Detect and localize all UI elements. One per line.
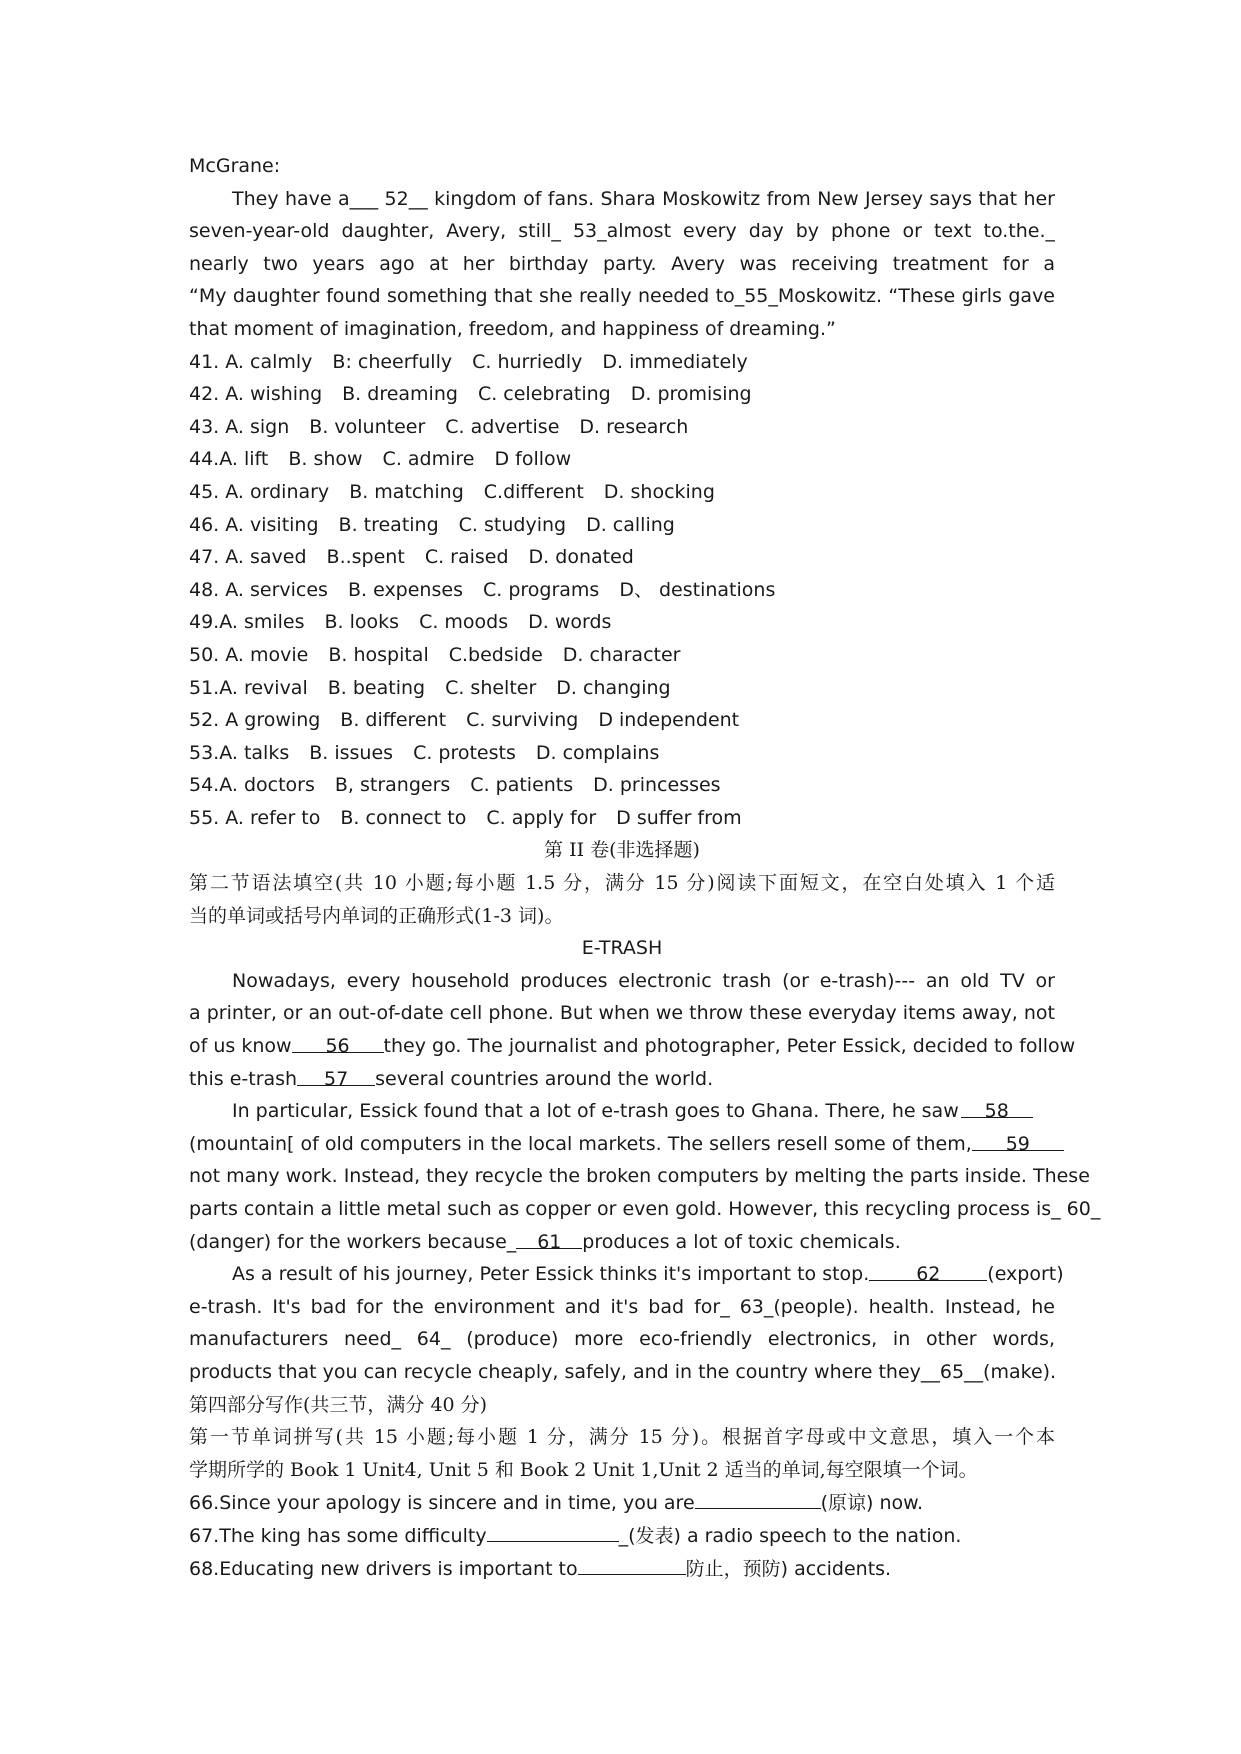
question-66: 66.Since your apology is sincere and in time, you are (原谅) now. <box>189 1486 1055 1519</box>
option-choice[interactable]: D. research <box>579 415 689 438</box>
option-choice[interactable]: D. donated <box>528 546 634 569</box>
option-row <box>189 672 1055 705</box>
section1-instructions: 第一节单词拼写(共 15 小题;每小题 1 分，满分 15 分)。根据首字母或中文意思，填入一个本 <box>189 1426 1055 1449</box>
etrash-line: (danger) for the workers because_ 61 produces a lot of toxic chemicals. <box>189 1226 1055 1259</box>
option-choice[interactable]: 49.A. smiles <box>189 611 305 634</box>
etrash-line: e-trash. It's bad for the environment and it's bad for_ 63_(people). health. Instead, he <box>189 1295 1055 1318</box>
option-row <box>189 574 1055 607</box>
option-choice[interactable]: C. protests <box>413 741 516 764</box>
etrash-line: In particular, Essick found that a lot of e-trash goes to Ghana. There, he saw 58 <box>189 1095 1055 1128</box>
option-choice[interactable]: B, strangers <box>334 774 451 797</box>
option-choice[interactable]: C. moods <box>419 611 509 634</box>
option-choice[interactable]: B. show <box>288 448 363 471</box>
option-choice[interactable]: B. different <box>340 709 447 732</box>
option-row <box>189 737 1055 770</box>
answer-blank-67[interactable] <box>487 1519 619 1542</box>
part2-title: 第 II 卷(非选择题) <box>544 839 700 862</box>
etrash-line: As a result of his journey, Peter Essick thinks it's important to stop. 62 (export) <box>189 1258 1055 1291</box>
option-row <box>189 802 1055 835</box>
option-choice[interactable]: B. volunteer <box>309 415 426 438</box>
option-choice[interactable]: 48. A. services <box>189 578 328 601</box>
passage-line: seven-year-old daughter, Avery, still_ 53_almost every day by phone or text to.the._ <box>189 220 1055 243</box>
option-row <box>189 541 1055 574</box>
option-row <box>189 704 1055 737</box>
cloze-options <box>189 346 1055 835</box>
part4-title: 第四部分写作(共三节，满分 40 分) <box>189 1393 488 1416</box>
blank-56[interactable]: 56 <box>292 1030 384 1053</box>
option-choice[interactable]: D、 destinations <box>619 578 776 601</box>
option-choice[interactable]: 50. A. movie <box>189 643 309 666</box>
option-choice[interactable]: D follow <box>494 448 572 471</box>
option-row <box>189 411 1055 444</box>
etrash-line: parts contain a little metal such as copper or even gold. However, this recycling process is_ 60_ <box>189 1198 1101 1220</box>
option-choice[interactable]: C. hurriedly <box>472 350 583 373</box>
section1-instructions: 学期所学的 Book 1 Unit4, Unit 5 和 Book 2 Unit 1,Unit 2 适当的单词,每空限填一个词。 <box>189 1458 978 1481</box>
option-choice[interactable]: B. matching <box>349 480 464 503</box>
option-choice[interactable]: D independent <box>598 709 740 732</box>
section2-instructions: 当的单词或括号内单词的正确形式(1-3 词)。 <box>189 904 564 927</box>
blank-59[interactable]: 59 <box>972 1128 1064 1151</box>
question-67: 67.The king has some difficulty _(发表) a radio speech to the nation. <box>189 1519 1055 1552</box>
blank-62[interactable]: 62 <box>869 1258 987 1281</box>
option-choice[interactable]: 55. A. refer to <box>189 806 321 829</box>
option-choice[interactable]: B. issues <box>309 741 394 764</box>
option-choice[interactable]: 54.A. doctors <box>189 774 315 797</box>
option-choice[interactable]: D. words <box>528 611 612 634</box>
passage-line: that moment of imagination, freedom, and happiness of dreaming.” <box>189 317 836 340</box>
option-choice[interactable]: B. expenses <box>347 578 463 601</box>
etrash-line: this e-trash 57 several countries around the world. <box>189 1063 1055 1096</box>
blank-61[interactable]: 61 <box>516 1226 582 1249</box>
option-choice[interactable]: C.bedside <box>448 643 543 666</box>
option-choice[interactable]: D suffer from <box>616 806 742 829</box>
option-choice[interactable]: B..spent <box>326 546 405 569</box>
option-choice[interactable]: 43. A. sign <box>189 415 290 438</box>
option-row <box>189 769 1055 802</box>
option-choice[interactable]: 44.A. lift <box>189 448 269 471</box>
passage-title: E-TRASH <box>581 937 663 960</box>
option-choice[interactable]: B. hospital <box>328 643 429 666</box>
option-row <box>189 606 1055 639</box>
option-row <box>189 378 1055 411</box>
option-choice[interactable]: 41. A. calmly <box>189 350 313 373</box>
option-choice[interactable]: B. looks <box>324 611 400 634</box>
option-row <box>189 509 1055 542</box>
etrash-line: of us know 56 they go. The journalist and photographer, Peter Essick, decided to follow <box>189 1030 1055 1063</box>
option-choice[interactable]: C. admire <box>382 448 475 471</box>
passage-line: They have a___ 52__ kingdom of fans. Shara Moskowitz from New Jersey says that her <box>232 187 1055 210</box>
option-choice[interactable]: C. studying <box>458 513 567 536</box>
option-choice[interactable]: D. changing <box>556 676 671 699</box>
option-choice[interactable]: C. programs <box>482 578 600 601</box>
option-choice[interactable]: C. celebrating <box>477 383 611 406</box>
passage-line: “My daughter found something that she really needed to_55_Moskowitz. “These girls gave <box>189 285 1055 308</box>
speaker-label: McGrane: <box>189 155 281 177</box>
etrash-line: products that you can recycle cheaply, safely, and in the country where they__65__(make). <box>189 1360 1057 1383</box>
option-choice[interactable]: C. patients <box>470 774 574 797</box>
option-choice[interactable]: D. promising <box>630 383 752 406</box>
answer-blank-68[interactable] <box>578 1552 686 1575</box>
etrash-line: a printer, or an out-of-date cell phone. But when we throw these everyday items away, not <box>189 1002 1055 1025</box>
option-choice[interactable]: B. dreaming <box>342 383 458 406</box>
blank-57[interactable]: 57 <box>297 1063 375 1086</box>
option-choice[interactable]: B: cheerfully <box>332 350 453 373</box>
option-choice[interactable]: D. complains <box>535 741 660 764</box>
option-choice[interactable]: B. beating <box>327 676 426 699</box>
blank-58[interactable]: 58 <box>961 1095 1033 1118</box>
option-choice[interactable]: D. calling <box>586 513 675 536</box>
section2-instructions: 第二节语法填空(共 10 小题;每小题 1.5 分，满分 15 分)阅读下面短文，在空白处填入 1 个适 <box>189 872 1055 895</box>
etrash-line: Nowadays, every household produces electronic trash (or e-trash)--- an old TV or <box>232 969 1055 992</box>
option-choice[interactable]: 46. A. visiting <box>189 513 319 536</box>
option-choice[interactable]: C. raised <box>424 546 509 569</box>
option-row <box>189 443 1055 476</box>
option-choice[interactable]: 45. A. ordinary <box>189 480 330 503</box>
etrash-line: manufacturers need_ 64_ (produce) more eco-friendly electronics, in other words, <box>189 1328 1055 1351</box>
option-choice[interactable]: B. connect to <box>340 806 467 829</box>
option-choice[interactable]: 42. A. wishing <box>189 383 323 406</box>
option-row <box>189 639 1055 672</box>
option-choice[interactable]: B. treating <box>338 513 439 536</box>
option-choice[interactable]: D. immediately <box>602 350 748 373</box>
option-choice[interactable]: 47. A. saved <box>189 546 307 569</box>
option-choice[interactable]: C. shelter <box>445 676 537 699</box>
option-choice[interactable]: D. character <box>562 643 681 666</box>
option-choice[interactable]: 51.A. revival <box>189 676 308 699</box>
exam-page <box>189 150 1101 1584</box>
option-row <box>189 476 1055 509</box>
option-choice[interactable]: 53.A. talks <box>189 741 290 764</box>
option-choice[interactable]: C. surviving <box>466 709 579 732</box>
option-row <box>189 346 1055 379</box>
etrash-line: (mountain[ of old computers in the local markets. The sellers resell some of them, 59 <box>189 1128 1055 1161</box>
option-choice[interactable]: D. shocking <box>603 480 715 503</box>
passage-line: nearly two years ago at her birthday party. Avery was receiving treatment for a <box>189 252 1055 275</box>
answer-blank-66[interactable] <box>695 1486 821 1509</box>
option-choice[interactable]: 52. A growing <box>189 709 321 732</box>
option-choice[interactable]: C.different <box>483 480 584 503</box>
option-choice[interactable]: C. apply for <box>486 806 597 829</box>
option-choice[interactable]: C. advertise <box>445 415 560 438</box>
option-choice[interactable]: D. princesses <box>593 774 721 797</box>
question-68: 68.Educating new drivers is important to 防止，预防) accidents. <box>189 1552 1055 1585</box>
etrash-line: not many work. Instead, they recycle the broken computers by melting the parts inside. These <box>189 1165 1090 1188</box>
